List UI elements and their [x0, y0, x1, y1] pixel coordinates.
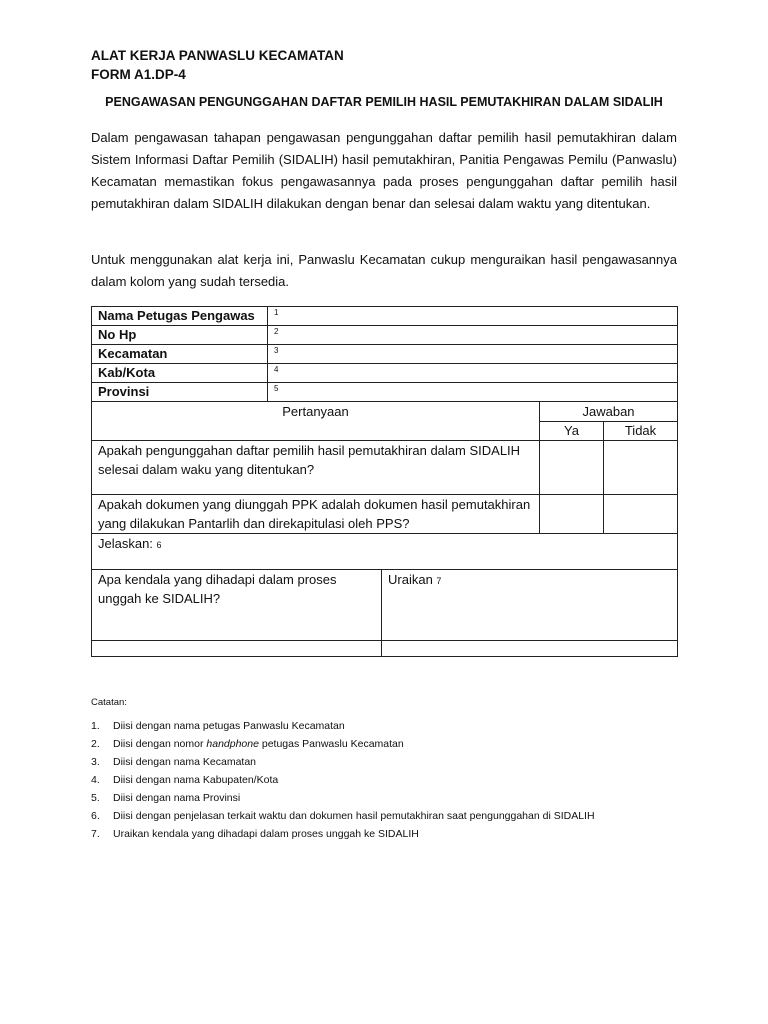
kecamatan-field[interactable] — [268, 345, 678, 364]
obstacle-description-field[interactable] — [382, 570, 678, 641]
obstacle-question: Apa kendala yang dihadapi dalam proses unggah ke SIDALIH? — [92, 570, 382, 641]
info-label: Provinsi — [92, 383, 268, 402]
note-item — [91, 717, 691, 735]
info-label: Kecamatan — [92, 345, 268, 364]
info-row-nama — [92, 307, 678, 326]
officer-name-field[interactable] — [268, 307, 678, 326]
question-text: Apakah dokumen yang diunggah PPK adalah dokumen hasil pemutakhiran yang dilakukan Pantarlih dan direkapitulasi oleh PPS? — [92, 495, 540, 534]
q1-no-cell[interactable] — [604, 441, 678, 495]
footnote-ref: 3 — [274, 346, 279, 355]
question-row-2 — [92, 495, 678, 534]
form-code: FORM A1.DP-4 — [91, 67, 186, 82]
note-item — [91, 753, 691, 771]
footnote-ref: 4 — [274, 365, 279, 374]
note-text-pre: Diisi dengan nomor — [113, 738, 207, 750]
note-text-post: petugas Panwaslu Kecamatan — [258, 738, 404, 750]
note-text: Diisi dengan nama petugas Panwaslu Kecamatan — [113, 720, 345, 732]
provinsi-field[interactable] — [268, 383, 678, 402]
header-line-1: ALAT KERJA PANWASLU KECAMATAN — [91, 48, 344, 63]
note-item — [91, 807, 691, 825]
info-row-provinsi — [92, 383, 678, 402]
phone-number-field[interactable] — [268, 326, 678, 345]
note-text: Uraikan kendala yang dihadapi dalam proses unggah ke SIDALIH — [113, 828, 419, 840]
answer-column-header: Jawaban — [540, 402, 678, 422]
note-item — [91, 789, 691, 807]
explanation-label: Jelaskan: — [98, 536, 153, 551]
explanation-row — [92, 534, 678, 570]
explanation-field[interactable] — [92, 534, 678, 570]
notes-list — [91, 717, 691, 843]
note-item — [91, 825, 691, 843]
document-title: PENGAWASAN PENGUNGGAHAN DAFTAR PEMILIH HASIL PEMUTAKHIRAN DALAM SIDALIH — [105, 95, 663, 109]
q1-yes-cell[interactable] — [540, 441, 604, 495]
yes-column-header: Ya — [540, 422, 604, 441]
obstacle-row — [92, 570, 678, 641]
note-number: 5. — [91, 792, 100, 804]
info-row-nohp — [92, 326, 678, 345]
supervision-form-table — [91, 306, 678, 657]
note-text-italic: handphone — [206, 738, 259, 750]
kabkota-field[interactable] — [268, 364, 678, 383]
empty-row — [92, 641, 678, 657]
info-label: Kab/Kota — [92, 364, 268, 383]
question-row-1 — [92, 441, 678, 495]
note-number: 1. — [91, 720, 100, 732]
note-number: 4. — [91, 774, 100, 786]
footnote-ref: 6 — [156, 540, 162, 550]
note-number: 2. — [91, 738, 100, 750]
info-row-kabkota — [92, 364, 678, 383]
empty-cell-right[interactable] — [382, 641, 678, 657]
note-number: 3. — [91, 756, 100, 768]
empty-cell-left[interactable] — [92, 641, 382, 657]
questions-header-row — [92, 402, 678, 422]
footnote-ref: 7 — [436, 576, 442, 586]
info-label: No Hp — [92, 326, 268, 345]
note-text: Diisi dengan nama Kecamatan — [113, 756, 257, 768]
notes-heading: Catatan: — [91, 697, 127, 708]
note-number: 6. — [91, 810, 100, 822]
q2-yes-cell[interactable] — [540, 495, 604, 534]
question-text: Apakah pengunggahan daftar pemilih hasil pemutakhiran dalam SIDALIH selesai dalam waku yang ditentukan? — [92, 441, 540, 495]
note-number: 7. — [91, 828, 100, 840]
info-label: Nama Petugas Pengawas — [92, 307, 268, 326]
footnote-ref: 2 — [274, 327, 279, 336]
note-text: Diisi dengan nama Provinsi — [113, 792, 241, 804]
no-column-header: Tidak — [604, 422, 678, 441]
describe-label: Uraikan — [388, 572, 433, 587]
intro-paragraph-1: Dalam pengawasan tahapan pengawasan pengunggahan daftar pemilih hasil pemutakhiran dalam Sistem Informasi Daftar Pemilih (SIDALIH) hasil pemutakhiran, Panitia Pengawas Pemilu (Panwaslu) Kecamatan memastikan fokus pengawasannya pada proses pengunggahan daftar pemilih hasil pemutakhiran dalam SIDALIH dilakukan dengan benar dan selesai dalam waktu yang ditentukan. — [91, 130, 677, 211]
note-text: Diisi dengan nama Kabupaten/Kota — [113, 774, 279, 786]
note-text: Diisi dengan penjelasan terkait waktu dan dokumen hasil pemutakhiran saat pengunggahan di SIDALIH — [113, 810, 595, 822]
question-column-header: Pertanyaan — [92, 402, 540, 441]
note-item — [91, 735, 691, 753]
footnote-ref: 5 — [274, 384, 279, 393]
q2-no-cell[interactable] — [604, 495, 678, 534]
info-row-kecamatan — [92, 345, 678, 364]
intro-paragraph-2: Untuk menggunakan alat kerja ini, Panwaslu Kecamatan cukup menguraikan hasil pengawasannya dalam kolom yang sudah tersedia. — [91, 252, 677, 289]
note-item — [91, 771, 691, 789]
footnote-ref: 1 — [274, 308, 279, 317]
